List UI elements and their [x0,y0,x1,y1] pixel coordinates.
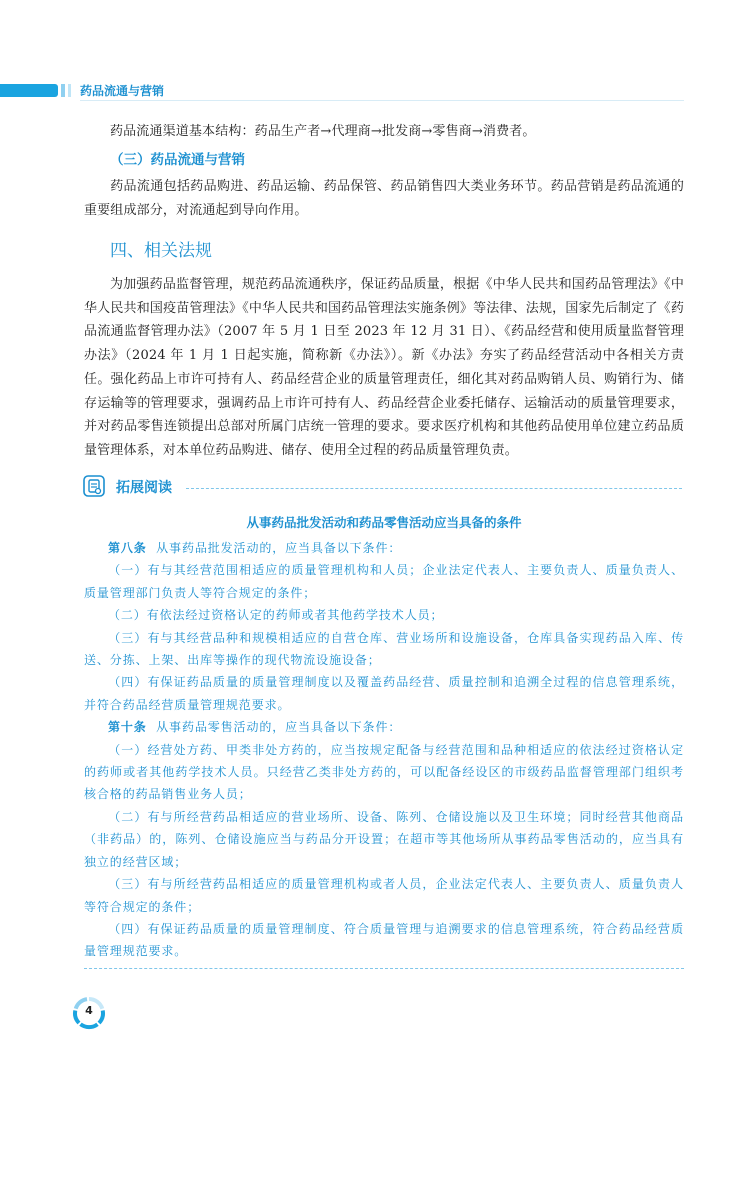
list-item: （二）有与所经营药品相适应的营业场所、设备、陈列、仓储设施以及卫生环境；同时经营其他商品（非药品）的，陈列、仓储设施应当与药品分开设置；在超市等其他场所从事药品零售活动的，应当具有独立的经营区域； [84,809,684,869]
paragraph-law: 为加强药品监督管理，规范药品流通秩序，保证药品质量，根据《中华人民共和国药品管理法》《中华人民共和国疫苗管理法》《中华人民共和国药品管理法实施条例》等法律、法规，国家先后制定了《药品流通监督管理办法》（2007 年 5 月 1 日至 2023 年 12 月 31 日）、《药品经营和使用质量监督管理办法》（2024 年 1 月 1 日起实施，简称新《办法》）。新《办法》夯实了药品经营活动中各相关方责任。强化药品上市许可持有人、药品经营企业的质量管理责任，细化其对药品购销人员、购销行为、储存运输等的管理要求，强调药品上市许可持有人、药品经营企业委托储存、运输活动的质量管理要求，并对药品零售连锁提出总部对所属门店统一管理的要求。要求医疗机构和其他药品使用单位建立药品质量管理体系，对本单位药品购进、储存、使用全过程的药品质量管理负责。 [84,277,684,458]
article-8-label: 第八条 [108,541,147,555]
article-8-line: 第八条 从事药品批发活动的，应当具备以下条件： [108,541,402,555]
list-item: （三）有与其经营品种和规模相适应的自营仓库、营业场所和设施设备，仓库具备实现药品入库、传送、分拣、上架、出库等操作的现代物流设施设备； [84,630,684,668]
section-heading: 四、相关法规 [110,241,212,261]
list-item: （四）有保证药品质量的质量管理制度以及覆盖药品经营、质量控制和追溯全过程的信息管理系统，并符合药品经营质量管理规范要求。 [84,675,684,712]
header-title: 药品流通与营销 [80,84,165,98]
extended-reading-content [84,537,684,963]
list-item: （三）有与所经营药品相适应的质量管理机构或者人员，企业法定代表人、主要负责人、质量负责人等符合规定的条件； [84,877,684,914]
extended-reading-label: 拓展阅读 [116,480,172,496]
running-header [0,78,750,102]
extended-reading-title: 从事药品批发活动和药品零售活动应当具备的条件 [246,515,522,530]
dashed-divider [186,488,682,489]
header-accent-bar [0,84,58,97]
page-number: 4 [85,1004,93,1017]
list-item: （一）经营处方药、甲类非处方药的，应当按规定配备与经营范围和品种相适应的依法经过资格认定的药师或者其他药学技术人员。只经营乙类非处方药的，可以配备经设区的市级药品监督管理部门组织考核合格的药品销售业务人员； [84,742,684,802]
article-10-line: 第十条 从事药品零售活动的，应当具备以下条件： [108,720,402,735]
list-item: （一）有与其经营范围相适应的质量管理机构和人员；企业法定代表人、主要负责人、质量负责人、质量管理部门负责人等符合规定的条件； [84,563,684,600]
list-item: （二）有依法经过资格认定的药师或者其他药学技术人员； [108,608,444,623]
extended-reading-header [82,474,682,502]
paragraph-channel: 药品流通渠道基本结构：药品生产者→代理商→批发商→零售商→消费者。 [110,124,536,139]
header-stripe [68,84,71,97]
sub-heading: （三）药品流通与营销 [110,152,245,168]
reading-icon [82,474,106,498]
header-stripe [61,84,65,97]
article-10-label: 第十条 [108,720,147,735]
list-item: （四）有保证药品质量的质量管理制度、符合质量管理与追溯要求的信息管理系统，符合药品经营质量管理规范要求。 [84,921,684,959]
paragraph-circulation: 药品流通包括药品购进、药品运输、药品保管、药品销售四大类业务环节。药品营销是药品流通的重要组成部分，对流通起到导向作用。 [84,179,684,218]
page-number-badge [72,996,106,1030]
dashed-divider-bottom [84,968,684,969]
header-rule [80,100,684,101]
